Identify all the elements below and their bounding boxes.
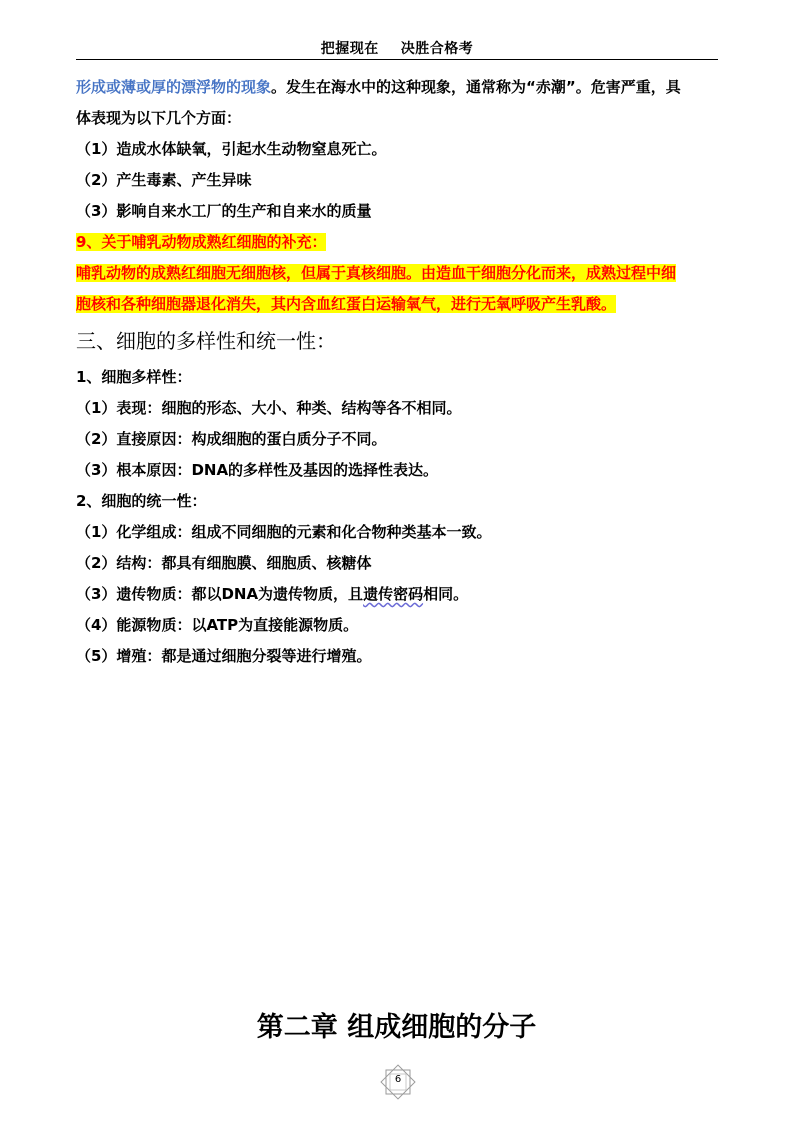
harm-item-1: （1）造成水体缺氧，引起水生动物窒息死亡。 [76, 140, 387, 158]
unity-item-5: （5）增殖：都是通过细胞分裂等进行增殖。 [76, 647, 372, 665]
page-number: 6 [394, 1074, 402, 1085]
header-rule [76, 59, 718, 60]
diversity-item-3: （3）根本原因：DNA的多样性及基因的选择性表达。 [76, 461, 439, 479]
unity-item-4: （4）能源物质：以ATP为直接能源物质。 [76, 616, 359, 634]
intro-line-2: 体表现为以下几个方面： [76, 109, 242, 127]
intro-line-1 [76, 77, 681, 97]
note-line-1-text: 哺乳动物的成熟红细胞无细胞核，但属于真核细胞。由造血干细胞分化而来，成熟过程中细 [76, 264, 677, 282]
page-number-badge [380, 1064, 416, 1100]
unity-heading: 2、细胞的统一性： [76, 492, 207, 510]
diversity-heading: 1、细胞多样性： [76, 368, 192, 386]
unity-item-2: （2）结构：都具有细胞膜、细胞质、核糖体 [76, 554, 372, 572]
chapter-title: 第二章 组成细胞的分子 [256, 1012, 537, 1043]
note-line-1 [76, 263, 676, 283]
unity-item-1: （1）化学组成：组成不同细胞的元素和化合物种类基本一致。 [76, 523, 492, 541]
note-line-2 [76, 294, 616, 314]
note-heading [76, 232, 326, 252]
header-right: 决胜合格考 [400, 41, 474, 57]
intro-rest-text: 。发生在海水中的这种现象，通常称为“赤潮”。危害严重，具 [271, 78, 681, 96]
unity-item-3-after: 相同。 [423, 585, 469, 603]
page-header [76, 38, 718, 58]
section-title: 三、细胞的多样性和统一性： [76, 329, 336, 353]
note-heading-text: 9、关于哺乳动物成熟红细胞的补充： [76, 233, 327, 251]
diversity-item-2: （2）直接原因：构成细胞的蛋白质分子不同。 [76, 430, 387, 448]
diversity-item-1: （1）表现：细胞的形态、大小、种类、结构等各不相同。 [76, 399, 462, 417]
harm-item-2: （2）产生毒素、产生异味 [76, 171, 252, 189]
header-left: 把握现在 [320, 41, 379, 57]
unity-item-3-before: （3）遗传物质：都以DNA为遗传物质，且 [76, 585, 364, 603]
unity-item-3-wavy: 遗传密码 [363, 585, 424, 603]
unity-item-3 [76, 584, 468, 604]
harm-item-3: （3）影响自来水工厂的生产和自来水的质量 [76, 202, 372, 220]
intro-blue-text: 形成或薄或厚的漂浮物的现象 [76, 78, 272, 96]
note-line-2-text: 胞核和各种细胞器退化消失，其内含血红蛋白运输氧气，进行无氧呼吸产生乳酸。 [76, 295, 617, 313]
